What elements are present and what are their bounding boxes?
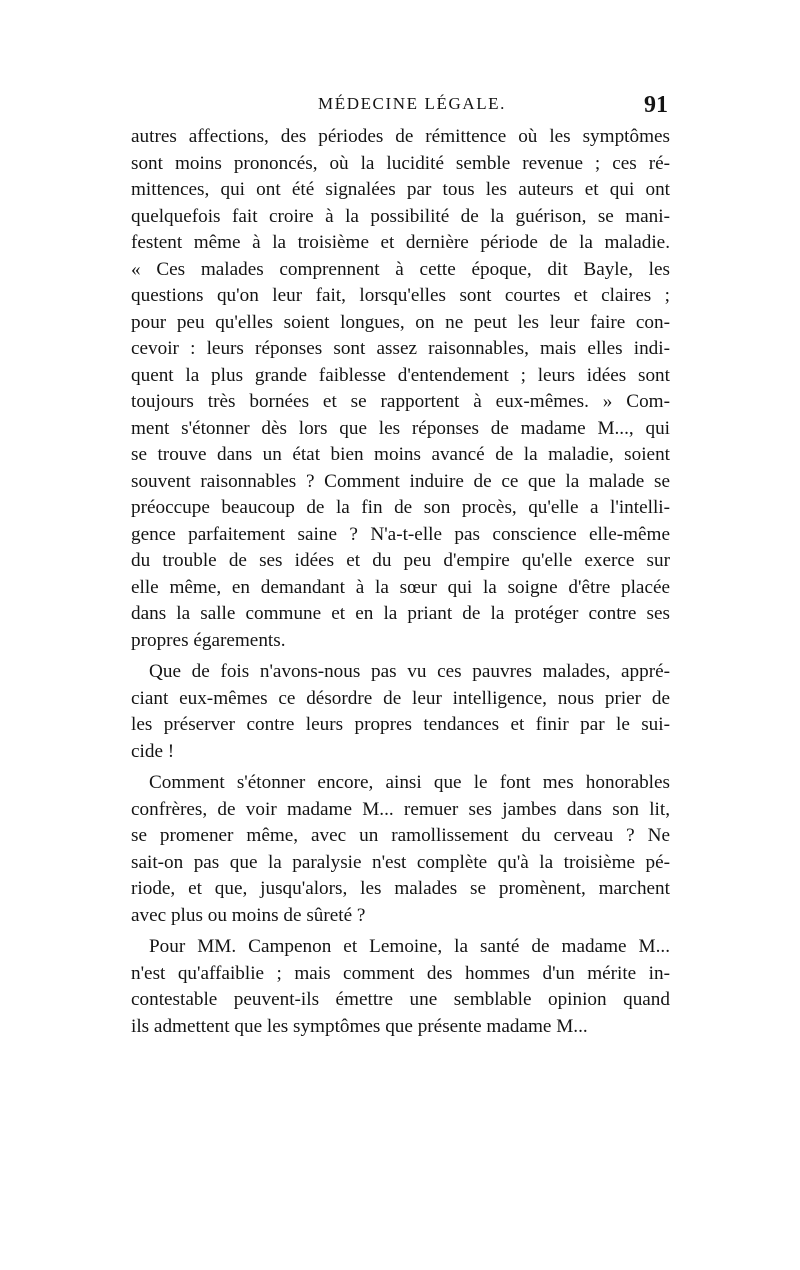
text-line: ciant eux-mêmes ce désordre de leur intelligence, nous prier de — [131, 687, 670, 709]
text-line: confrères, de voir madame M... remuer ses jambes dans son lit, — [131, 798, 670, 820]
text-line: les préserver contre leurs propres tendances et finir par le sui- — [131, 714, 670, 735]
text-line: du trouble de ses idées et du peu d'empire qu'elle exerce sur — [131, 550, 670, 571]
paragraph — [131, 770, 670, 929]
paragraph — [131, 124, 670, 654]
text-line: Pour MM. Campenon et Lemoine, la santé de madame M... — [149, 936, 670, 957]
text-line: ils admettent que les symptômes que présente madame M... — [131, 1015, 588, 1037]
text-line: mittences, qui ont été signalées par tous les auteurs et qui ont — [131, 179, 670, 200]
text-line: souvent raisonnables ? Comment induire de ce que la malade se — [131, 470, 670, 492]
text-line: propres égarements. — [131, 629, 286, 651]
text-line: sait-on pas que la paralysie n'est complète qu'à la troisième pé- — [131, 851, 670, 873]
body-text — [131, 124, 670, 1040]
text-line: Comment s'étonner encore, ainsi que le font mes honorables — [149, 772, 670, 793]
text-line: dans la salle commune et en la priant de la protéger contre ses — [131, 603, 670, 624]
paragraph — [131, 934, 670, 1040]
text-line: cevoir : leurs réponses sont assez raisonnables, mais elles indi- — [131, 338, 670, 359]
text-line: gence parfaitement saine ? N'a-t-elle pas conscience elle-même — [131, 523, 670, 545]
page-number: 91 — [644, 92, 668, 118]
text-line: pour peu qu'elles soient longues, on ne peut les leur faire con- — [131, 311, 670, 333]
text-line: Que de fois n'avons-nous pas vu ces pauvres malades, appré- — [149, 661, 670, 682]
text-line: toujours très bornées et se rapportent à eux-mêmes. » Com- — [131, 391, 670, 412]
text-line: avec plus ou moins de sûreté ? — [131, 904, 366, 926]
text-line: riode, et que, jusqu'alors, les malades se promènent, marchent — [131, 878, 670, 899]
text-line: se promener même, avec un ramollissement du cerveau ? Ne — [131, 825, 670, 846]
text-line: quelquefois fait croire à la possibilité de la guérison, se mani- — [131, 205, 670, 227]
text-line: festent même à la troisième et dernière période de la maladie. — [131, 232, 670, 253]
text-line: préoccupe beaucoup de la fin de son procès, qu'elle a l'intelli- — [131, 497, 670, 518]
running-title: MÉDECINE LÉGALE. — [318, 94, 507, 113]
text-line: n'est qu'affaiblie ; mais comment des hommes d'un mérite in- — [131, 962, 670, 984]
text-line: se trouve dans un état bien moins avancé de la maladie, soient — [131, 444, 670, 465]
text-line: cide ! — [131, 740, 175, 762]
text-line: autres affections, des périodes de rémittence où les symptômes — [131, 126, 670, 147]
text-line: contestable peuvent-ils émettre une semblable opinion quand — [131, 989, 670, 1010]
text-line: quent la plus grande faiblesse d'entendement ; leurs idées sont — [131, 364, 670, 386]
text-line: ment s'étonner dès lors que les réponses de madame M..., qui — [131, 417, 670, 439]
paragraph — [131, 659, 670, 765]
text-line: « Ces malades comprennent à cette époque, dit Bayle, les — [131, 258, 670, 280]
text-line: elle même, en demandant à la sœur qui la soigne d'être placée — [131, 576, 670, 598]
text-line: questions qu'on leur fait, lorsqu'elles sont courtes et claires ; — [131, 285, 670, 306]
text-line: sont moins prononcés, où la lucidité semble revenue ; ces ré- — [131, 152, 670, 174]
running-head — [0, 92, 800, 122]
